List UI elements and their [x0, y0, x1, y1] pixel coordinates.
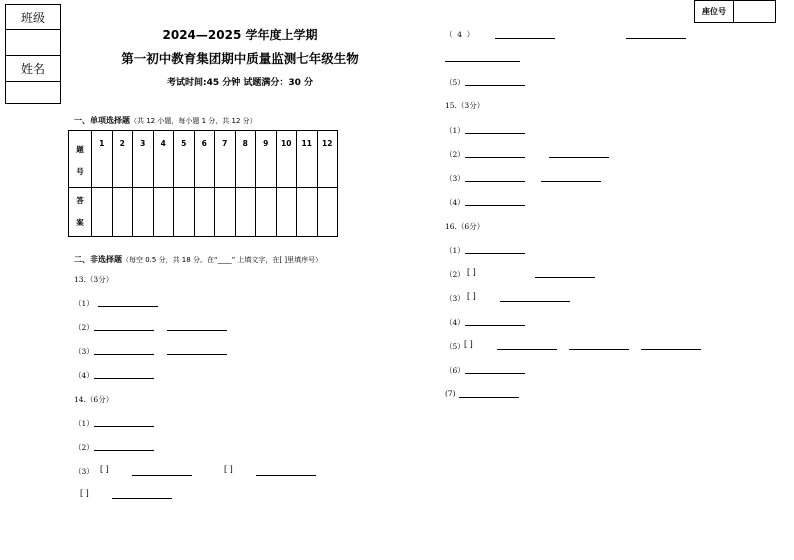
answer-blank[interactable]: [549, 157, 609, 158]
answer-grid: [68, 130, 338, 237]
number-bracket[interactable]: [ ]: [80, 489, 89, 498]
answer-blank[interactable]: [167, 330, 227, 331]
answer-cell[interactable]: [194, 188, 215, 237]
q14-item-5: （5）: [445, 78, 465, 87]
q14-item-1: （1）: [74, 419, 94, 428]
question-number: 10: [276, 131, 297, 188]
q16-label: 16.（6分）: [445, 222, 485, 231]
q16-item-5: （5）: [445, 342, 465, 351]
answer-cell[interactable]: [112, 188, 133, 237]
class-label-box: [5, 4, 61, 30]
number-bracket[interactable]: [ ]: [467, 268, 476, 277]
row-head-number: 题号: [69, 131, 92, 188]
q16-item-4: （4）: [445, 318, 465, 327]
name-input-box[interactable]: [5, 81, 61, 104]
answer-blank[interactable]: [641, 349, 701, 350]
question-number: 5: [174, 131, 195, 188]
answer-blank[interactable]: [94, 426, 154, 427]
answer-blank[interactable]: [535, 277, 595, 278]
answer-cell[interactable]: [215, 188, 236, 237]
answer-blank[interactable]: [465, 205, 525, 206]
q15-item-2: （2）: [445, 150, 465, 159]
exam-info: 考试时间:45 分钟 试题满分：30 分: [166, 78, 314, 88]
section1-heading: [74, 115, 257, 126]
question-number: 4: [153, 131, 174, 188]
section1-note: （共 12 小题，每小题 1 分，共 12 分）: [130, 117, 257, 125]
exam-subtitle: 第一初中教育集团期中质量监测七年级生物: [121, 51, 359, 66]
answer-cell[interactable]: [153, 188, 174, 237]
exam-title: 2024—2025 学年度上学期: [162, 28, 318, 42]
name-label: 姓名: [20, 62, 45, 76]
question-number: 8: [235, 131, 256, 188]
answer-cell[interactable]: [276, 188, 297, 237]
number-bracket[interactable]: [ ]: [224, 465, 233, 474]
answer-blank[interactable]: [495, 38, 555, 39]
answer-blank[interactable]: [94, 378, 154, 379]
section2-note: （每空 0.5 分，共 18 分。在“____” 上填文字，在[ ]里填序号）: [122, 256, 323, 264]
q14-item-3: （3）: [74, 467, 94, 476]
answer-cell[interactable]: [235, 188, 256, 237]
answer-blank[interactable]: [132, 475, 192, 476]
answer-blank[interactable]: [465, 85, 525, 86]
answer-blank[interactable]: [465, 253, 525, 254]
answer-blank[interactable]: [98, 306, 158, 307]
seat-number-input[interactable]: [734, 1, 775, 22]
seat-number-label: 座位号: [695, 1, 734, 22]
answer-blank[interactable]: [167, 354, 227, 355]
class-label: 班级: [20, 10, 45, 25]
answer-cell[interactable]: [317, 188, 338, 237]
q15-item-3: （3）: [445, 174, 465, 183]
answer-blank[interactable]: [94, 450, 154, 451]
q15-item-4: （4）: [445, 198, 465, 207]
answer-blank[interactable]: [465, 157, 525, 158]
q14-item-4: （ 4 ）: [445, 30, 475, 39]
question-number: 11: [297, 131, 318, 188]
number-bracket[interactable]: [ ]: [464, 340, 473, 349]
seat-number-box: [694, 0, 776, 23]
q14-label: 14.（6分）: [74, 395, 114, 404]
answer-blank[interactable]: [94, 354, 154, 355]
q16-item-3: （3）: [445, 294, 465, 303]
question-number: 7: [215, 131, 236, 188]
q15-label: 15.（3分）: [445, 101, 485, 110]
q13-item-1: （1）: [74, 299, 94, 308]
q16-item-1: （1）: [445, 246, 465, 255]
number-bracket[interactable]: [ ]: [467, 292, 476, 301]
answer-blank[interactable]: [94, 330, 154, 331]
q13-item-3: （3）: [74, 347, 94, 356]
answer-blank[interactable]: [459, 397, 519, 398]
answer-blank[interactable]: [541, 181, 601, 182]
answer-blank[interactable]: [569, 349, 629, 350]
question-number: 9: [256, 131, 277, 188]
question-number: 3: [133, 131, 154, 188]
question-number: 6: [194, 131, 215, 188]
answer-blank[interactable]: [256, 475, 316, 476]
q13-item-2: （2）: [74, 323, 94, 332]
question-number: 12: [317, 131, 338, 188]
answer-cell[interactable]: [92, 188, 113, 237]
row-head-answer: 答案: [69, 188, 92, 237]
question-number-row: [69, 131, 338, 188]
q16-item-2: （2）: [445, 270, 465, 279]
answer-cell[interactable]: [297, 188, 318, 237]
section2-heading: [74, 254, 322, 265]
number-bracket[interactable]: [ ]: [100, 465, 109, 474]
answer-blank[interactable]: [465, 133, 525, 134]
answer-cell[interactable]: [256, 188, 277, 237]
answer-row: [69, 188, 338, 237]
section2-title: 二、非选择题: [74, 255, 122, 264]
name-label-box: [5, 55, 61, 82]
answer-blank[interactable]: [497, 349, 557, 350]
q16-item-7: (7): [445, 389, 456, 398]
q13-item-4: （4）: [74, 371, 94, 380]
answer-blank[interactable]: [500, 301, 570, 302]
answer-blank[interactable]: [626, 38, 686, 39]
question-number: 2: [112, 131, 133, 188]
answer-cell[interactable]: [174, 188, 195, 237]
answer-blank[interactable]: [465, 373, 525, 374]
q16-item-6: （6）: [445, 366, 465, 375]
answer-blank[interactable]: [465, 181, 525, 182]
answer-blank[interactable]: [112, 498, 172, 499]
answer-cell[interactable]: [133, 188, 154, 237]
q15-item-1: （1）: [445, 126, 465, 135]
class-input-box[interactable]: [5, 29, 61, 56]
answer-blank[interactable]: [445, 61, 520, 62]
answer-blank[interactable]: [465, 325, 525, 326]
question-number: 1: [92, 131, 113, 188]
section1-title: 一、单项选择题: [74, 116, 130, 125]
q13-label: 13.（3分）: [74, 275, 114, 284]
q14-item-2: （2）: [74, 443, 94, 452]
